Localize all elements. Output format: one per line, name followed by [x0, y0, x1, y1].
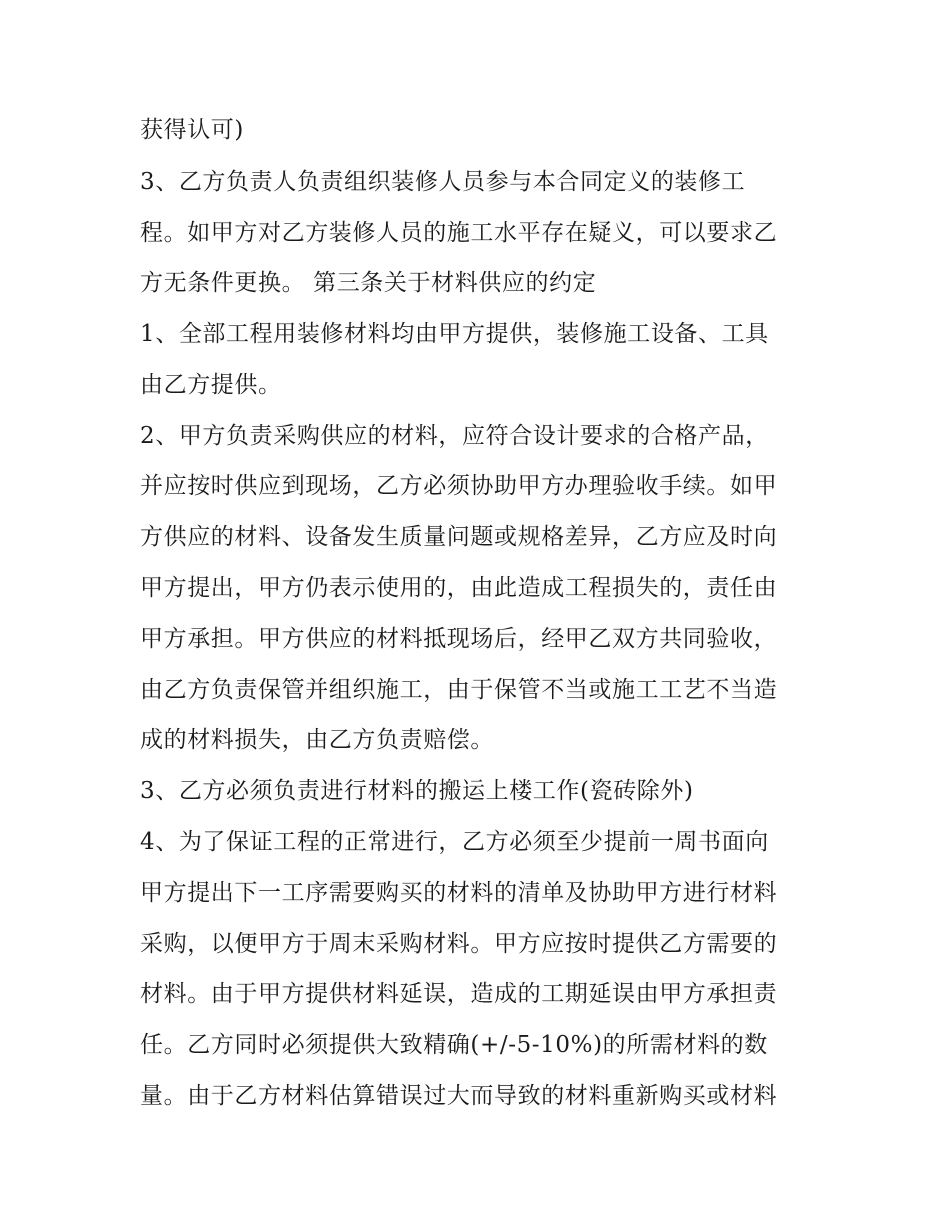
- text-line: 材料。由于甲方提供材料延误，造成的工期延误由甲方承担责: [140, 981, 778, 1007]
- text-line: 甲方提出下一工序需要购买的材料的清单及协助甲方进行材料: [140, 880, 778, 906]
- text-line: 甲方承担。甲方供应的材料抵现场后，经甲乙双方共同验收，: [140, 626, 778, 652]
- text-line: 2、甲方负责采购供应的材料，应符合设计要求的合格产品，: [140, 423, 769, 449]
- text-line: 由乙方负责保管并组织施工，由于保管不当或施工工艺不当造: [140, 677, 778, 703]
- text-line: 获得认可): [140, 117, 244, 143]
- text-line: 程。如甲方对乙方装修人员的施工水平存在疑义，可以要求乙: [140, 220, 778, 246]
- text-line: 3、乙方负责人负责组织装修人员参与本合同定义的装修工: [140, 169, 746, 195]
- text-line: 方无条件更换。 第三条关于材料供应的约定: [140, 270, 597, 296]
- text-line: 方供应的材料、设备发生质量问题或规格差异，乙方应及时向: [140, 524, 778, 550]
- text-line: 任。乙方同时必须提供大致精确(+/-5-10%)的所需材料的数: [140, 1032, 768, 1058]
- text-line: 由乙方提供。: [140, 372, 282, 398]
- text-line: 3、乙方必须负责进行材料的搬运上楼工作(瓷砖除外): [140, 778, 694, 804]
- text-line: 成的材料损失，由乙方负责赔偿。: [140, 727, 494, 753]
- text-line: 4、为了保证工程的正常进行，乙方必须至少提前一周书面向: [140, 829, 769, 855]
- text-line: 采购，以便甲方于周末采购材料。甲方应按时提供乙方需要的: [140, 931, 778, 957]
- text-line: 甲方提出，甲方仍表示使用的，由此造成工程损失的，责任由: [140, 575, 778, 601]
- text-line: 并应按时供应到现场，乙方必须协助甲方办理验收手续。如甲: [140, 473, 778, 499]
- text-line: 1、全部工程用装修材料均由甲方提供，装修施工设备、工具: [140, 321, 769, 347]
- text-line: 量。由于乙方材料估算错误过大而导致的材料重新购买或材料: [140, 1083, 778, 1109]
